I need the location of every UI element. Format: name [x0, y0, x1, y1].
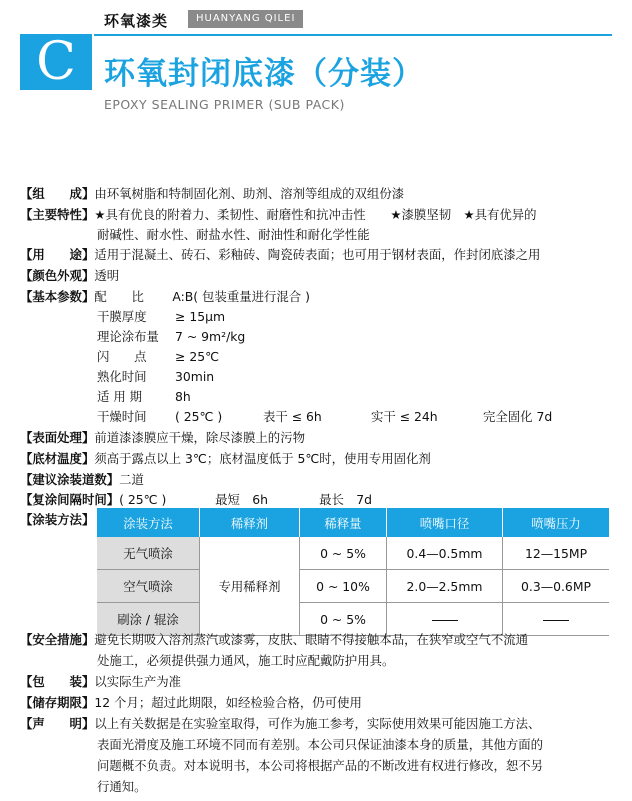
recoat-min: 最短 6h	[215, 492, 269, 507]
method-cell: 空气喷涂	[97, 570, 200, 603]
pressure-cell: 0.3—0.6MP	[503, 570, 610, 603]
param-key: 适 用 期	[97, 389, 143, 404]
nozzle-cell: 2.0—2.5mm	[387, 570, 503, 603]
substrate-label: 【底材温度】	[20, 451, 95, 466]
features-line1: ★具有优良的附着力、柔韧性、耐磨性和抗冲击性 ★漆膜坚韧 ★具有优异的	[94, 207, 537, 222]
param-item	[97, 347, 219, 367]
packing-text: 以实际生产为准	[94, 674, 182, 689]
column-header: 稀释量	[300, 508, 387, 537]
drying-surface: 表干 ≤ 6h	[263, 409, 322, 424]
method-cell: 刷涂 / 辊涂	[97, 603, 200, 636]
coats-label: 【建议涂装道数】	[20, 472, 120, 487]
safety-line2: 处施工，必须提供强力通风，施工时应配戴防护用具。	[97, 653, 395, 668]
composition-label: 【组 成】	[20, 186, 95, 201]
features-line2: 耐碱性、耐水性、耐盐水性、耐油性和耐化学性能	[97, 227, 370, 242]
application-table	[97, 508, 609, 636]
params-label: 【基本参数】	[20, 289, 95, 304]
param-value: ≥ 15μm	[175, 309, 226, 324]
column-header: 喷嘴压力	[503, 508, 610, 537]
statement-line1: 以上有关数据是在实验室取得，可作为施工参考，实际使用效果可能因施工方法、	[94, 716, 541, 731]
recoat-max: 最长 7d	[319, 492, 373, 507]
storage-text: 12 个月；超过此期限，如经检验合格，仍可使用	[94, 695, 362, 710]
surface-text: 前道漆漆膜应干燥，除尽漆膜上的污物	[94, 430, 305, 445]
product-title: 环氧封闭底漆（分装）	[104, 56, 424, 92]
statement-line2: 表面光滑度及施工环境不同而有差别。本公司只保证油漆本身的质量，其他方面的	[97, 737, 544, 752]
param-value: 8h	[175, 389, 191, 404]
header-rule	[94, 34, 612, 36]
drying-temp: ( 25℃ )	[175, 409, 223, 424]
ratio-value: A:B( 包装重量进行混合 )	[172, 289, 310, 304]
safety-line1: 避免长期吸入溶剂蒸汽或漆雾，皮肤、眼睛不得接触本品，在狭窄或空气不流通	[94, 632, 529, 647]
storage-label: 【储存期限】	[20, 695, 95, 710]
composition-row	[20, 184, 404, 204]
statement-label: 【声 明】	[20, 716, 95, 731]
table-header-row	[97, 508, 609, 537]
appearance-label: 【颜色外观】	[20, 268, 95, 283]
storage-row	[20, 693, 362, 713]
appearance-row	[20, 266, 119, 286]
column-header: 稀释剂	[200, 508, 300, 537]
amount-cell: 0 ~ 5%	[300, 603, 387, 636]
statement-line4: 行通知。	[97, 779, 147, 794]
param-item	[97, 367, 214, 387]
pressure-cell: 12—15MP	[503, 537, 610, 570]
features-label: 【主要特性】	[20, 207, 95, 222]
statement-line3: 问题概不负责。对本说明书，本公司将根据产品的不断改进有权进行修改，恕不另	[97, 758, 544, 773]
usage-text: 适用于混凝土、砖石、彩釉砖、陶瓷砖表面；也可用于钢材表面，作封闭底漆之用	[94, 247, 541, 262]
column-header: 喷嘴口径	[387, 508, 503, 537]
amount-cell: 0 ~ 5%	[300, 537, 387, 570]
not-applicable-dash	[543, 620, 569, 621]
coats-row	[20, 470, 144, 490]
safety-row	[20, 630, 528, 650]
method-label: 【涂装方法】	[20, 512, 95, 527]
category-title: 环氧漆类	[104, 12, 169, 30]
substrate-row	[20, 449, 431, 469]
surface-label: 【表面处理】	[20, 430, 95, 445]
column-header: 涂装方法	[97, 508, 200, 537]
table-row	[97, 537, 609, 570]
table-row	[97, 570, 609, 603]
params-row	[20, 287, 310, 307]
statement-row	[20, 714, 540, 734]
diluent-cell: 专用稀释剂	[200, 537, 300, 636]
param-value: 7 ~ 9m²/kg	[175, 329, 246, 344]
packing-label: 【包 装】	[20, 674, 95, 689]
drying-time-row	[97, 407, 552, 427]
drying-key: 干燥时间	[97, 409, 147, 424]
product-subtitle: EPOXY SEALING PRIMER (SUB PACK)	[104, 97, 345, 112]
param-item	[97, 307, 225, 327]
param-item	[97, 327, 245, 347]
recoat-temp: ( 25℃ )	[119, 492, 167, 507]
param-key: 闪 点	[97, 349, 147, 364]
safety-label: 【安全措施】	[20, 632, 95, 647]
usage-label: 【用 途】	[20, 247, 95, 262]
packing-row	[20, 672, 181, 692]
recoat-label: 【复涂间隔时间】	[20, 492, 120, 507]
param-key: 理论涂布量	[97, 329, 159, 344]
recoat-row	[20, 490, 372, 510]
drying-hard: 实干 ≤ 24h	[371, 409, 438, 424]
not-applicable-dash	[432, 620, 458, 621]
nozzle-cell: 0.4—0.5mm	[387, 537, 503, 570]
param-key: 干膜厚度	[97, 309, 147, 324]
amount-cell: 0 ~ 10%	[300, 570, 387, 603]
param-value: 30min	[175, 369, 215, 384]
param-value: ≥ 25℃	[175, 349, 220, 364]
substrate-text: 须高于露点以上 3℃；底材温度低于 5℃时，使用专用固化剂	[94, 451, 431, 466]
composition-text: 由环氧树脂和特制固化剂、助剂、溶剂等组成的双组份漆	[94, 186, 405, 201]
method-row	[20, 510, 94, 530]
category-pinyin-badge: HUANYANG QILEI	[188, 10, 303, 28]
param-item	[97, 387, 191, 407]
method-cell: 无气喷涂	[97, 537, 200, 570]
surface-row	[20, 428, 305, 448]
usage-row	[20, 245, 540, 265]
section-letter-badge: C	[20, 34, 92, 90]
appearance-text: 透明	[94, 268, 120, 283]
features-row	[20, 205, 537, 225]
ratio-key: 配 比	[94, 289, 144, 304]
coats-text: 二道	[119, 472, 144, 487]
param-key: 熟化时间	[97, 369, 147, 384]
drying-full: 完全固化 7d	[483, 409, 553, 424]
